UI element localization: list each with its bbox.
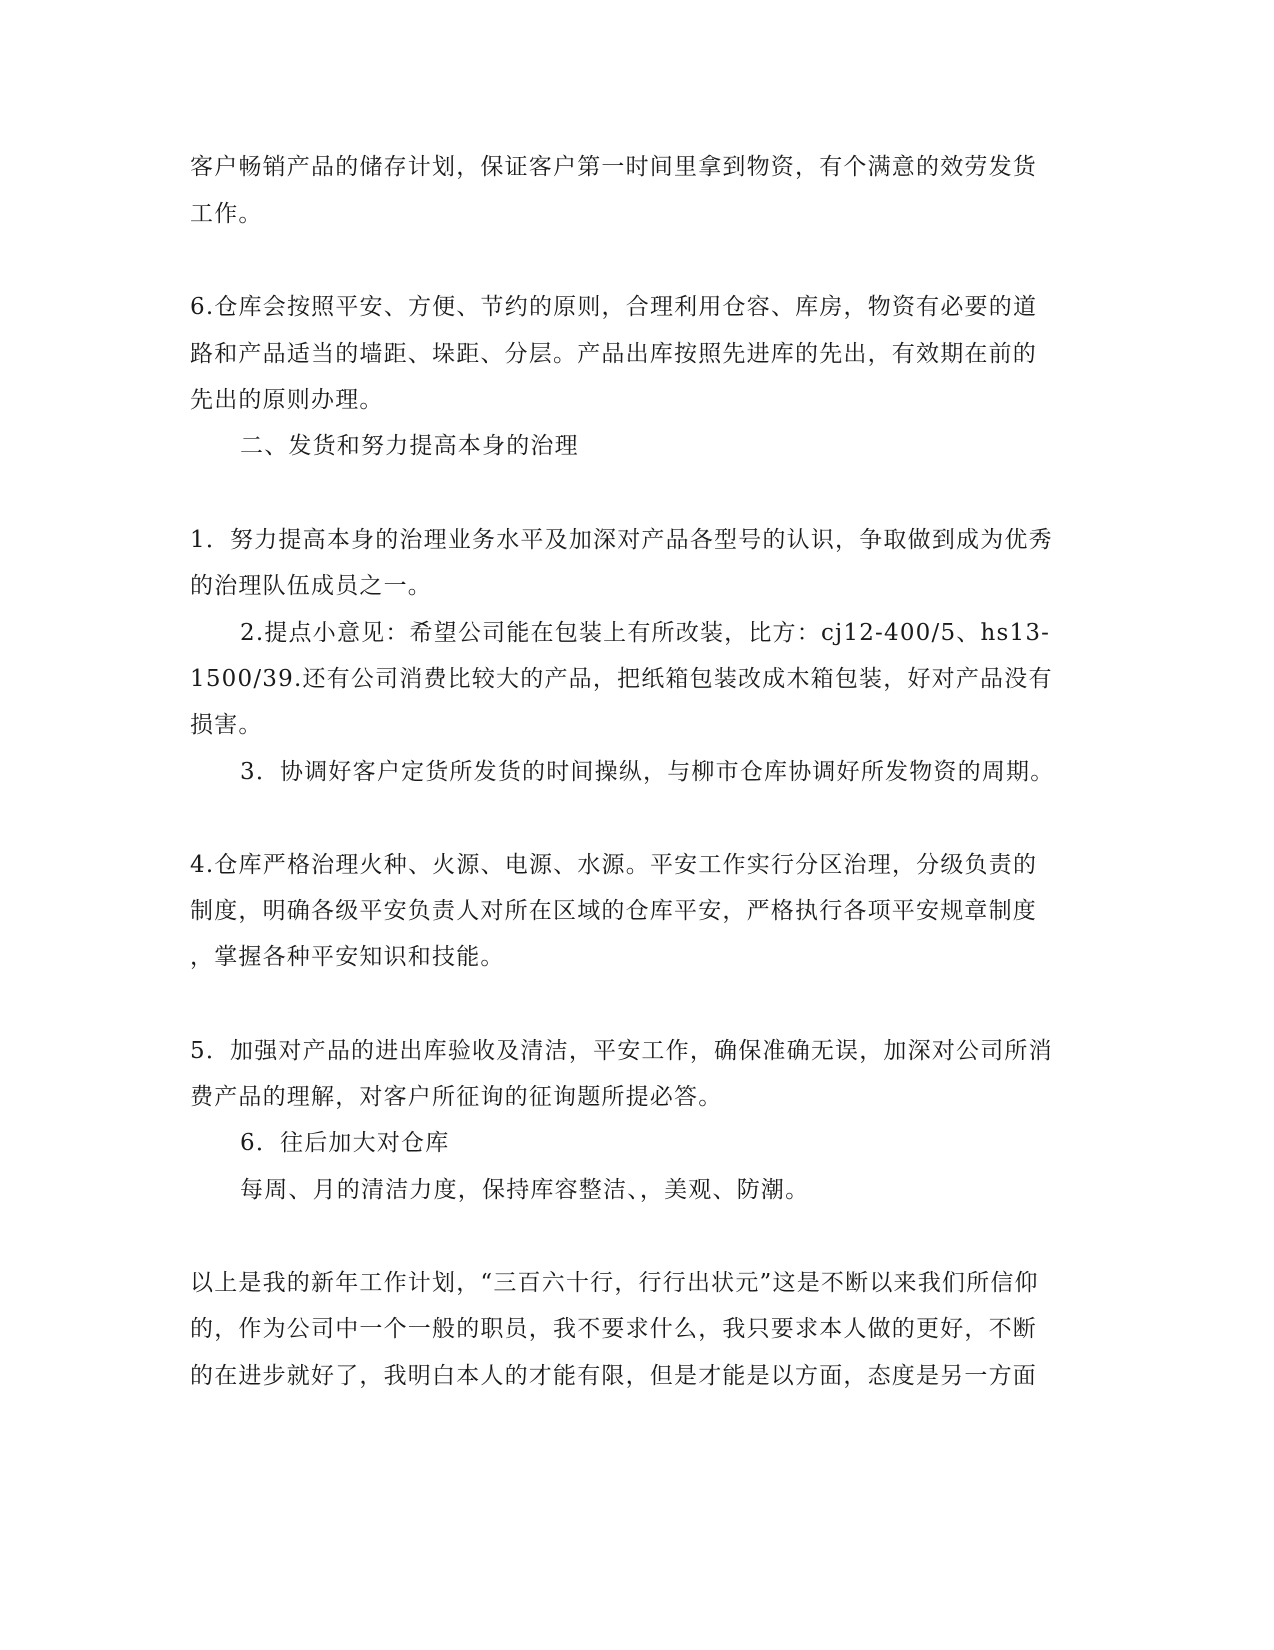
text-line: 6.仓库会按照平安、方便、节约的原则，合理利用仓容、库房，物资有必要的道	[190, 294, 1038, 320]
text-line: 6．往后加大对仓库	[240, 1130, 450, 1156]
text-line: 先出的原则办理。	[190, 387, 384, 413]
text-line: 1．努力提高本身的治理业务水平及加深对产品各型号的认识，争取做到成为优秀	[190, 527, 1053, 553]
text-line: 每周、月的清洁力度，保持库容整洁、，美观、防潮。	[240, 1177, 810, 1203]
text-line: 工作。	[190, 201, 263, 227]
text-line: 费产品的理解，对客户所征询的征询题所提必答。	[190, 1084, 723, 1110]
text-line: 以上是我的新年工作计划，“三百六十行，行行出状元”这是不断以来我们所信仰	[190, 1270, 1039, 1296]
text-line: 4.仓库严格治理火种、火源、电源、水源。平安工作实行分区治理，分级负责的	[190, 852, 1038, 878]
text-line: ，掌握各种平安知识和技能。	[190, 944, 505, 970]
text-line: 客户畅销产品的储存计划，保证客户第一时间里拿到物资，有个满意的效劳发货	[190, 154, 1037, 180]
text-line: 的在进步就好了，我明白本人的才能有限，但是才能是以方面，态度是另一方面	[190, 1363, 1037, 1389]
text-line: 2.提点小意见：希望公司能在包装上有所改装，比方：cj12-400/5、hs13-	[240, 620, 1051, 646]
text-line: 3．协调好客户定货所发货的时间操纵，与柳市仓库协调好所发物资的周期。	[240, 759, 1055, 785]
text-line: 的，作为公司中一个一般的职员，我不要求什么，我只要求本人做的更好，不断	[190, 1316, 1037, 1342]
text-line: 制度，明确各级平安负责人对所在区域的仓库平安，严格执行各项平安规章制度	[190, 898, 1037, 924]
text-line: 损害。	[190, 712, 263, 738]
text-line: 路和产品适当的墙距、垛距、分层。产品出库按照先进库的先出，有效期在前的	[190, 341, 1037, 367]
section-heading: 二、发货和努力提高本身的治理	[240, 433, 579, 459]
text-line: 5．加强对产品的进出库验收及清洁，平安工作，确保准确无误，加深对公司所消	[190, 1038, 1053, 1064]
text-line: 的治理队伍成员之一。	[190, 573, 432, 599]
text-line: 1500/39.还有公司消费比较大的产品，把纸箱包装改成木箱包装，好对产品没有	[190, 666, 1053, 692]
